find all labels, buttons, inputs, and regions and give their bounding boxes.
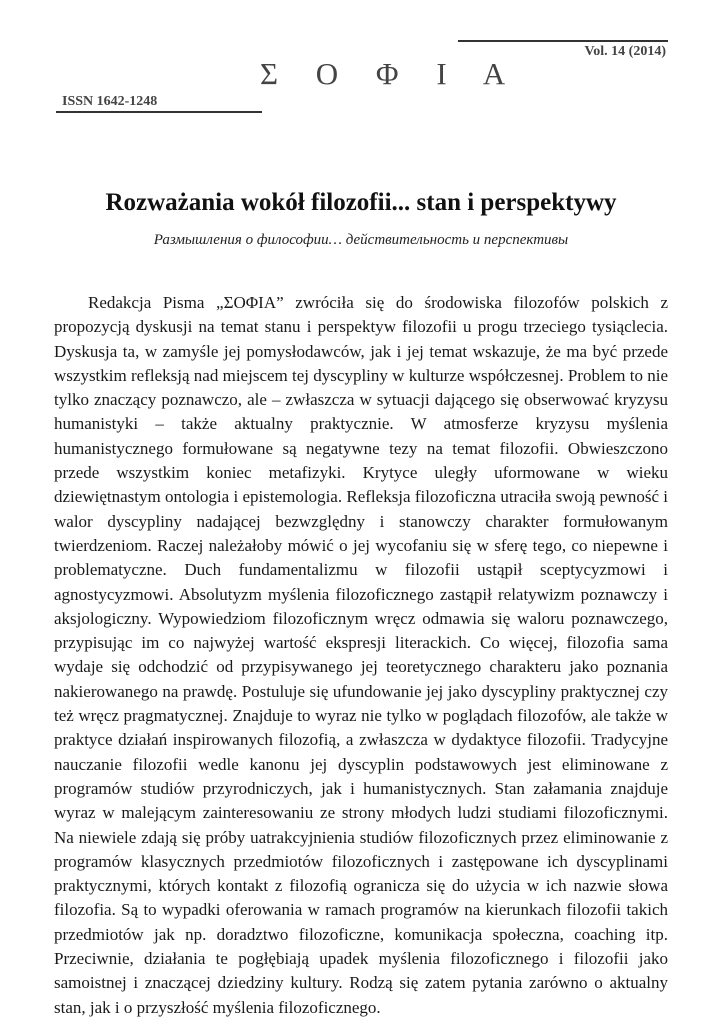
issn-rule [56, 111, 262, 113]
article-body: Redakcja Pisma „ΣΟΦΙΑ” zwróciła się do środowiska filozofów polskich z propozycją dyskusji na temat stanu i perspektyw filozofii u progu trzeciego tysiąclecia. Dyskusja ta, w zamyśle jej pomysłodawców, jak i jej temat wskazuje, że ma być przede wszystkim refleksją nad miejscem tej dyscypliny w kulturze współczesnej. Problem to nie tylko znaczący poznawczo, ale – zwłaszcza w sytuacji dającego się obserwować kryzysu humanistyki – także aktualny praktycznie. W atmosferze kryzysu myślenia humanistycznego formułowane są negatywne tezy na temat filozofii. Obwieszczono przede wszystkim koniec metafizyki. Krytyce uległy uformowane w wieku dziewiętnastym ontologia i epistemologia. Refleksja filozoficzna utraciła swoją pewność i walor dyscypliny nadającej bezwzględny i stanowczy charakter formułowanym twierdzeniom. Raczej należałoby mówić o jej wycofaniu się w sferę tego, co niepewne i problematyczne. Duch fundamentalizmu w filozofii ustąpił sceptycyzmowi i agnostycyzmowi. Absolutyzm myślenia filozoficznego zastąpił relatywizm poznawczy i aksjologiczny. Wypowiedziom filozoficznym wręcz odmawia się waloru poznawczego, przypisując im co najwyżej wartość ekspresji literackich. Co więcej, filozofia sama wydaje się odchodzić od przypisywanego jej teoretycznego charakteru jako poznania nakierowanego na prawdę. Postuluje się ufundowanie jej jako dyscypliny praktycznej czy też wręcz pragmatycznej. Znajduje to wyraz nie tylko w poglądach filozofów, ale także w praktyce działań inspirowanych filozofią, a zwłaszcza w dydaktyce filozofii. Tradycyjne nauczanie filozofii wedle kanonu jej dyscyplin podstawowych jest eliminowane z programów studiów przyrodniczych, jak i humanistycznych. Stan załamania znajduje wyraz w malejącym zainteresowaniu ze strony młodych ludzi studiami filozoficznymi. Na niewiele zdają się próby uatrakcyjnienia studiów filozoficznych przez eliminowanie z programów klasycznych przedmiotów filozoficznych i zastępowane ich dyscyplinami praktycznymi, których kontakt z filozofią ogranicza się do użycia w ich nazwie słowa filozofia. Są to wypadki oferowania w ramach programów na kierunkach filozofii takich przedmiotów jak np. doradztwo filozoficzne, komunikacja społeczna, coaching itp. Przeciwnie, działania te pogłębiają upadek myślenia filozoficznego i filozofii jako samoistnej i znaczącej dziedziny kultury. Rodzą się zatem pytania zarówno o aktualny stan, jak i o przyszłość myślenia filozoficznego. [54, 293, 668, 1017]
journal-title: Σ Ο Φ Ι Α [260, 56, 521, 91]
header-rule [458, 40, 668, 42]
article-title: Rozważania wokół filozofii... stan i perspektywy [105, 189, 617, 216]
issn-label: ISSN 1642-1248 [62, 94, 158, 109]
volume-label: Vol. 14 (2014) [584, 44, 666, 59]
article-subtitle: Размышления о философии… действительность и перспективы [153, 232, 569, 248]
